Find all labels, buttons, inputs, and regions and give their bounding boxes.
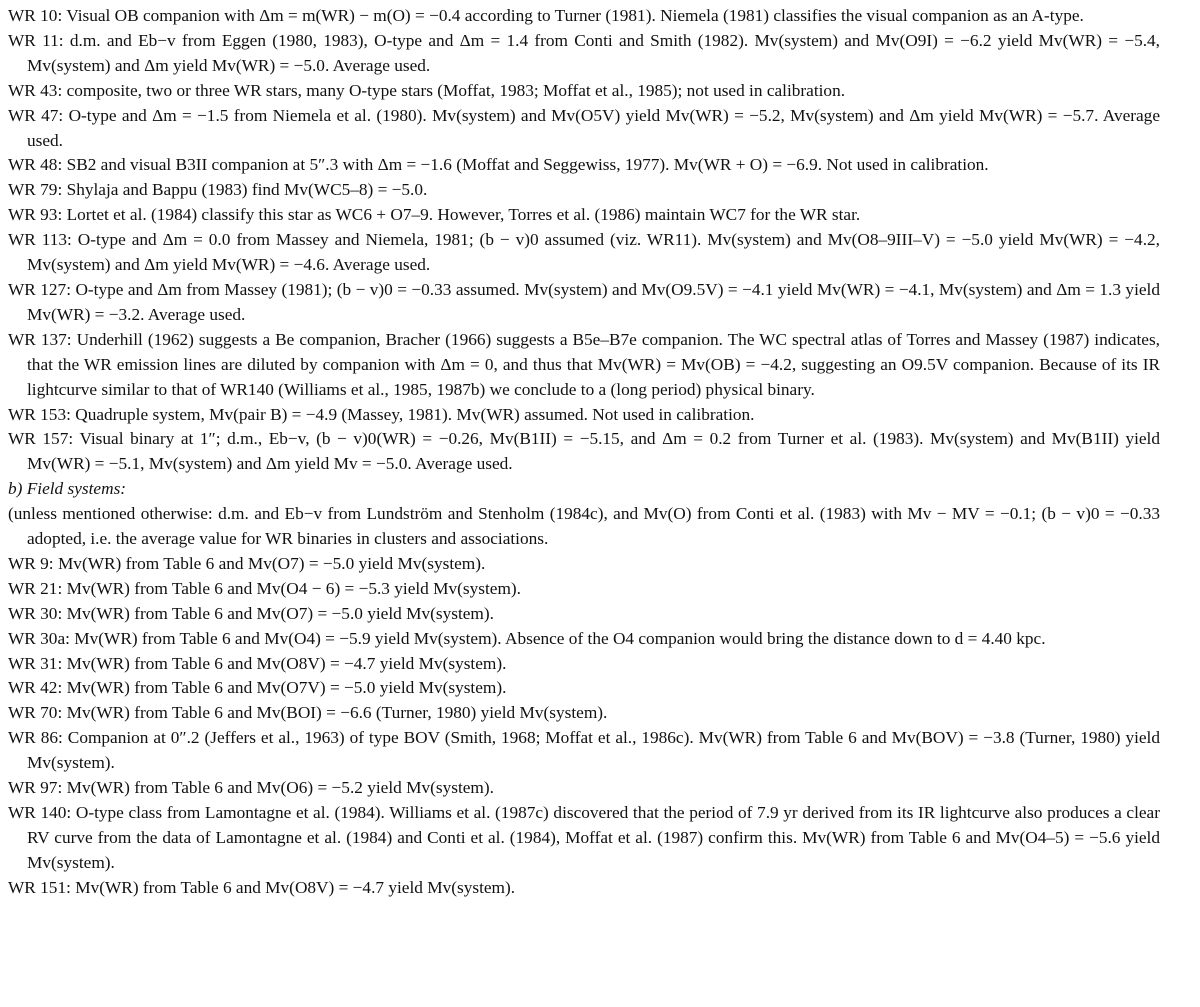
section-a-notes xyxy=(8,4,1160,477)
note-text: Mv(WR) from Table 6 and Mv(O8V) = −4.7 yield Mv(system). xyxy=(66,653,507,673)
note-text: Mv(WR) from Table 6 and Mv(O4 − 6) = −5.3 yield Mv(system). xyxy=(66,578,521,598)
note-text: SB2 and visual B3II companion at 5″.3 with Δm = −1.6 (Moffat and Seggewiss, 1977). Mv(WR + O) = −6.9. Not used in calibration. xyxy=(66,155,989,175)
note-entry xyxy=(8,801,1160,876)
note-entry xyxy=(8,876,1160,901)
note-text: d.m. and Eb−v from Eggen (1980, 1983), O-type and Δm = 1.4 from Conti and Smith (1982). Mv(system) and Mv(O9I) = −6.2 yield Mv(WR) = −5.4, Mv(system) and Δm yield Mv(WR) = −5.0. Average used. xyxy=(27,30,1160,75)
note-label: WR 42: xyxy=(8,678,63,698)
note-text: Visual OB companion with Δm = m(WR) − m(O) = −0.4 according to Turner (1981). Niemela (1981) classifies the visual companion as an A-type. xyxy=(66,6,1084,25)
note-label: WR 70: xyxy=(8,703,63,723)
note-text: Visual binary at 1″; d.m., Eb−v, (b − v)0(WR) = −0.26, Mv(B1II) = −5.15, and Δm = 0.2 from Turner et al. (1983). Mv(system) and Mv(B1II) yield Mv(WR) = −5.1, Mv(system) and Δm yield Mv = −5.0. Average used. xyxy=(27,429,1160,474)
note-entry xyxy=(8,652,1160,677)
note-entry xyxy=(8,228,1160,278)
note-entry xyxy=(8,203,1160,228)
note-label: WR 9: xyxy=(8,553,54,573)
section-b-heading: b) Field systems: xyxy=(8,479,127,499)
note-label: WR 97: xyxy=(8,778,63,798)
note-label: WR 48: xyxy=(8,155,63,175)
note-entry xyxy=(8,29,1160,79)
note-entry xyxy=(8,178,1160,203)
note-text: Lortet et al. (1984) classify this star as WC6 + O7–9. However, Torres et al. (1986) maintain WC7 for the WR star. xyxy=(66,205,861,225)
note-entry xyxy=(8,104,1160,154)
note-text: Mv(WR) from Table 6 and Mv(O7) = −5.0 yield Mv(system). xyxy=(57,553,486,573)
note-label: WR 127: xyxy=(8,279,71,299)
note-text: Shylaja and Bappu (1983) find Mv(WC5–8) = −5.0. xyxy=(66,180,428,200)
note-label: WR 47: xyxy=(8,105,64,125)
note-text: Mv(WR) from Table 6 and Mv(O7) = −5.0 yield Mv(system). xyxy=(66,603,494,623)
note-entry xyxy=(8,627,1160,652)
note-text: O-type and Δm = −1.5 from Niemela et al. (1980). Mv(system) and Mv(O5V) yield Mv(WR) = −5.2, Mv(system) and Δm yield Mv(WR) = −5.7. Average used. xyxy=(27,105,1160,150)
note-entry xyxy=(8,776,1160,801)
note-entry xyxy=(8,328,1160,403)
note-label: WR 30: xyxy=(8,603,63,623)
note-entry xyxy=(8,427,1160,477)
note-entry xyxy=(8,602,1160,627)
note-text: Mv(WR) from Table 6 and Mv(O6) = −5.2 yield Mv(system). xyxy=(66,778,494,798)
note-entry xyxy=(8,676,1160,701)
note-text: O-type class from Lamontagne et al. (1984). Williams et al. (1987c) discovered that the period of 7.9 yr derived from its IR lightcurve also produces a clear RV curve from the data of Lamontagne et al. (1984) and Conti et al. (1984), Moffat et al. (1987) confirm this. Mv(WR) from Table 6 and Mv(O4–5) = −5.6 yield Mv(system). xyxy=(27,803,1160,872)
note-label: WR 137: xyxy=(8,329,72,349)
note-entry xyxy=(8,153,1160,178)
note-entry xyxy=(8,79,1160,104)
note-label: WR 86: xyxy=(8,728,63,748)
note-label: WR 157: xyxy=(8,429,74,449)
note-label: WR 153: xyxy=(8,404,71,424)
note-text: composite, two or three WR stars, many O-type stars (Moffat, 1983; Moffat et al., 1985); not used in calibration. xyxy=(66,80,846,100)
note-entry xyxy=(8,577,1160,602)
note-label: WR 140: xyxy=(8,803,72,822)
note-text: O-type and Δm from Massey (1981); (b − v)0 = −0.33 assumed. Mv(system) and Mv(O9.5V) = −4.1 yield Mv(WR) = −4.1, Mv(system) and Δm = 1.3 yield Mv(WR) = −3.2. Average used. xyxy=(27,279,1160,324)
note-label: WR 21: xyxy=(8,578,63,598)
note-text: Quadruple system, Mv(pair B) = −4.9 (Massey, 1981). Mv(WR) assumed. Not used in calibration. xyxy=(75,404,755,424)
note-label: WR 30a: xyxy=(8,628,70,648)
note-text: Mv(WR) from Table 6 and Mv(O8V) = −4.7 yield Mv(system). xyxy=(75,877,516,897)
note-entry xyxy=(8,701,1160,726)
note-text: Mv(WR) from Table 6 and Mv(O7V) = −5.0 yield Mv(system). xyxy=(66,678,507,698)
note-label: WR 43: xyxy=(8,80,63,100)
note-entry xyxy=(8,4,1160,29)
note-entry xyxy=(8,552,1160,577)
note-label: WR 31: xyxy=(8,653,63,673)
note-label: WR 113: xyxy=(8,230,72,250)
note-entry xyxy=(8,403,1160,428)
section-b-intro: (unless mentioned otherwise: d.m. and Eb−v from Lundström and Stenholm (1984c), and Mv(O) from Conti et al. (1983) with Mv − MV = −0.1; (b − v)0 = −0.33 adopted, i.e. the average value for WR binaries in clusters and associations. xyxy=(8,504,1160,549)
note-label: WR 151: xyxy=(8,877,71,897)
note-label: WR 10: xyxy=(8,6,63,25)
note-entry xyxy=(8,726,1160,776)
note-text: Mv(WR) from Table 6 and Mv(O4) = −5.9 yield Mv(system). Absence of the O4 companion would bring the distance down to d = 4.40 kpc. xyxy=(74,628,1046,648)
note-label: WR 93: xyxy=(8,205,63,225)
note-text: Mv(WR) from Table 6 and Mv(BOI) = −6.6 (Turner, 1980) yield Mv(system). xyxy=(66,703,608,723)
note-text: Companion at 0″.2 (Jeffers et al., 1963) of type BOV (Smith, 1968; Moffat et al., 1986c). Mv(WR) from Table 6 and Mv(BOV) = −3.8 (Turner, 1980) yield Mv(system). xyxy=(27,728,1160,773)
note-label: WR 11: xyxy=(8,30,64,50)
section-b-notes xyxy=(8,552,1160,901)
note-text: O-type and Δm = 0.0 from Massey and Niemela, 1981; (b − v)0 assumed (viz. WR11). Mv(system) and Mv(O8–9III–V) = −5.0 yield Mv(WR) = −4.2, Mv(system) and Δm yield Mv(WR) = −4.6. Average used. xyxy=(27,230,1160,275)
note-text: Underhill (1962) suggests a Be companion, Bracher (1966) suggests a B5e–B7e companion. The WC spectral atlas of Torres and Massey (1987) indicates, that the WR emission lines are diluted by companion with Δm = 0, and thus that Mv(WR) = Mv(OB) = −4.2, suggesting an O9.5V companion. Because of its IR lightcurve similar to that of WR140 (Williams et al., 1985, 1987b) we conclude to a (long period) physical binary. xyxy=(27,329,1161,399)
note-entry xyxy=(8,278,1160,328)
note-label: WR 79: xyxy=(8,180,63,200)
